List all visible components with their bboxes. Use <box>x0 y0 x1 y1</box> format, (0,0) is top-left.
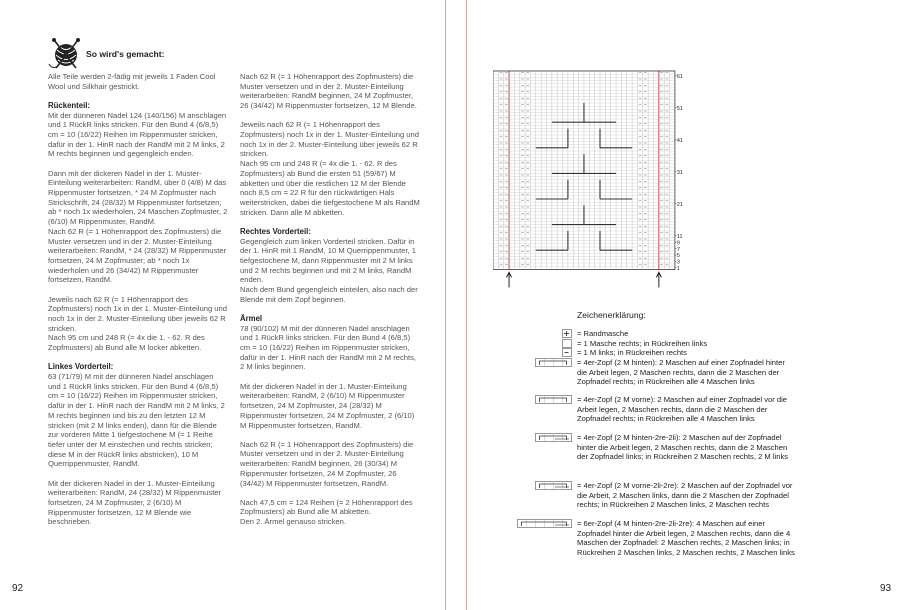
legend-text: = Randmasche <box>577 329 629 338</box>
paragraph: Alle Teile werden 2-fädig mit jeweils 1 Faden Cool Wool und Silkhair gestrickt. <box>48 72 216 91</box>
paragraph: Nach 47,5 cm = 124 Reihen (= 2 Höhenrapport des Zopfmusters) ab Bund alle M abketten. Den 2. Ärmel genauso stricken. <box>240 497 413 527</box>
paragraph: Nach 62 R (= 1 Höhenrapport des Zopfmusters) die Muster versetzen und in der 2. Muster-Einteilung weiterarbeiten: RandM beginnen, 26 (30/34) M Rippenmuster fortsetzen, 24 M Zopfmuster, 26 (34/42) M Rippenmuster fortsetzen, RandM. <box>240 439 414 488</box>
legend-symbol-cable4d-icon <box>535 433 572 442</box>
legend-text: = 4er-Zopf (2 M vorne): 2 Maschen auf einer Zopfnadel vor die Arbeit legen, 2 Maschen rechts, dann die 2 Maschen der Zopfnadel rechts; in Rückreihen alle 4 Maschen links <box>577 395 787 424</box>
knitting-chart <box>493 68 723 288</box>
legend-text: = 4er-Zopf (2 M hinten-2re-2li): 2 Maschen auf der Zopfnadel hinter die Arbeit legen, 2 Maschen rechts, dann die 2 Maschen der Zopfnadel links; in Rückreihen 2 Maschen rechts, 2 M links <box>577 433 789 462</box>
paragraph: Mit der dünneren Nadel 124 (140/156) M anschlagen und 1 RückR links stricken. Für den Bund 4 (6/8,5) cm = 10 (16/22) Reihen im Rippenmuster stricken, dafür in der 1. HinR nach der RandM mit 2 M links, 2 M rechts beginnen und gegengleich enden. <box>48 110 227 159</box>
left-page <box>0 0 446 610</box>
row-label: 21 <box>676 202 683 208</box>
row-label: 3 <box>676 259 680 266</box>
row-label: 9 <box>676 240 680 247</box>
row-label: 11 <box>676 234 683 240</box>
row-label: 51 <box>676 106 683 112</box>
row-label: 31 <box>676 170 683 176</box>
row-label: 1 <box>676 266 680 272</box>
legend-title: Zeichenerklärung: <box>577 310 646 320</box>
paragraph: Mit der dickeren Nadel in der 1. Muster-Einteilung weiterarbeiten: RandM, 24 (28/32) M Rippenmuster fortsetzen, 24 M Zopfmuster, 2 (6/10) M Rippenmuster fortsetzen, 12 M Blende wie beschrieben. <box>48 478 222 527</box>
section-heading: Ärmel <box>240 313 263 323</box>
text-column-1 <box>48 72 228 537</box>
paragraph: Gegengleich zum linken Vorderteil stricken. Dafür in der 1. HinR mit 1 RandM, 10 M Querrippenmuster, 1 tiefgestochene M, dann Rippenmuster mit 2 M links und 2 M rechts beginnen und mit 2 M links, RandM enden. Nach dem Bund gegengleich einteilen, also nach der Blende mit dem Zopf beginnen. <box>240 236 418 304</box>
paragraph: Nach 62 R (= 1 Höhenrapport des Zopfmusters) die Muster versetzen und in der 2. Muster-Einteilung weiterarbeiten: RandM beginnen, 24 M Zopfmuster, 26 (34/42) M Rippenmuster fortsetzen, 12 M Blende. <box>240 72 417 111</box>
legend-symbol-empty-icon <box>562 339 572 348</box>
legend-text: = 1 Masche rechts; in Rückreihen links <box>577 338 708 348</box>
section-title: So wird's gemacht: <box>86 49 165 59</box>
paragraph: Jeweils nach 62 R (= 1 Höhenrapport des Zopfmusters) noch 1x in der 1. Muster-Einteilung und noch 1x in der 2. Muster-Einteilung über jeweils 62 R stricken. Nach 95 cm und 248 R (= 4x die 1. - 62. R des Zopfmusters) ab Bund die ersten 51 (59/67) M abketten und über die restlichen 12 M der Blende noch 8,5 cm = 22 R für den rückwärtigen Hals weiterstricken, dabei die tiefgestochene M als RandM stricken. Dann alle M abketten. <box>240 120 420 217</box>
legend-symbol-cable6-icon <box>517 519 572 528</box>
row-label: 5 <box>676 253 680 260</box>
row-label: 41 <box>676 138 683 144</box>
page-number-right: 93 <box>880 583 892 594</box>
paragraph: Jeweils nach 62 R (= 1 Höhenrapport des Zopfmusters) noch 1x in der 1. Muster-Einteilung und noch 1x in der 2. Muster-Einteilung über jeweils 62 R stricken. Nach 95 cm und 248 R (= 4x die 1. - 62. R des Zopfmusters) ab Bund alle M locker abketten. <box>48 294 227 353</box>
page-number-left: 92 <box>12 583 24 594</box>
yarn-ball-icon <box>46 38 86 72</box>
legend-text: = 1 M links; in Rückreihen rechts <box>577 348 687 357</box>
paragraph: Mit der dickeren Nadel in der 1. Muster-Einteilung weiterarbeiten: RandM, 2 (6/10) M Rippenmuster fortsetzen, 24 M Zopfmuster, 24 (28/32) M Rippenmuster fortsetzen, 24 M Zopfmuster, 2 (6/10) M Rippenmuster fortsetzen, RandM. <box>240 381 415 430</box>
legend-symbol-dash-icon <box>562 348 572 357</box>
legend-text: = 4er-Zopf (2 M hinten): 2 Maschen auf einer Zopfnadel hinter die Arbeit legen, 2 Maschen rechts, dann die 2 Maschen der Zopfnadel rechts; in Rückreihen alle 4 Maschen links <box>577 358 785 387</box>
section-heading: Rückenteil: <box>48 100 91 110</box>
section-heading: Linkes Vorderteil: <box>48 362 114 372</box>
section-heading: Rechtes Vorderteil: <box>240 226 311 236</box>
row-label: 61 <box>676 74 683 80</box>
paragraph: Dann mit der dickeren Nadel in der 1. Muster-Einteilung weiterarbeiten: RandM, über 0 (4/8) M das Rippenmuster fortsetzen, * 24 M Zopfmuster nach Strickschrift, 24 (28/32) M Rippenmuster fortsetzen; ab * noch 1x wiederholen, 24 Maschen Zopfmuster, 2 (6/10) M Rippenmuster, RandM. Nach 62 R (= 1 Höhenrapport des Zopfmusters) die Muster versetzen und in der 2. Muster-Einteilung weiterarbeiten: RandM, * 24 (28/32) M Rippenmuster fortsetzen, 24 M Zopfmuster; ab * noch 1x wiederholen und 26 (34/42) M Rippenmuster fortsetzen, RandM. <box>48 168 228 285</box>
right-page <box>466 0 910 610</box>
legend-symbol-cable4d-icon <box>535 481 572 490</box>
legend-text: = 6er-Zopf (4 M hinten-2re-2li-2re): 4 Maschen auf einer Zopfnadel hinter die Arbeit legen, 2 Maschen rechts, dann die 4 Maschen der Zopfnadel: 2 Maschen rechts, 2 Maschen links; in Rückreihen 2 Maschen links, 2 Maschen rechts, 2 Maschen links <box>577 519 795 557</box>
paragraph: 63 (71/79) M mit der dünneren Nadel anschlagen und 1 RückR links stricken. Für den Bund 4 (6/8,5) cm = 10 (16/22) Reihen im Rippenmuster stricken, dafür in der 1. HinR nach der RandM mit 2 M links, 2 M rechts beginnen und bis zu den letzten 12 M stricken (mit 2 M links enden), dann für die Blende zur vorderen Mitte 1 tiefgestochene M (= 1 Reihe tiefer unter der M einstechen und rechts stricken; diese M in der RückR links abstricken), 10 M Querrippenmuster, RandM. <box>48 371 225 469</box>
row-label: 7 <box>676 246 680 253</box>
text-column-2 <box>240 72 420 536</box>
legend-text: = 4er-Zopf (2 M vorne-2li-2re): 2 Maschen auf der Zopfnadel vor die Arbeit, 2 Maschen links, dann die 2 Maschen der Zopfnadel rechts; in Rückreihen 2 Maschen links, 2 Maschen rechts <box>577 481 793 510</box>
legend-symbol-cable4-icon <box>535 358 572 367</box>
legend-symbol-plus-icon <box>562 329 572 338</box>
paragraph: 78 (90/102) M mit der dünneren Nadel anschlagen und 1 RückR links stricken. Für den Bund 4 (6/8,5) cm = 10 (16/22) Reihen im Rippenmuster stricken, dafür in der 1. HinR nach der RandM mit 2 M rechts, 2 M links beginnen. <box>240 323 416 372</box>
legend-symbol-cable4-icon <box>535 395 572 404</box>
gutter <box>446 0 466 610</box>
